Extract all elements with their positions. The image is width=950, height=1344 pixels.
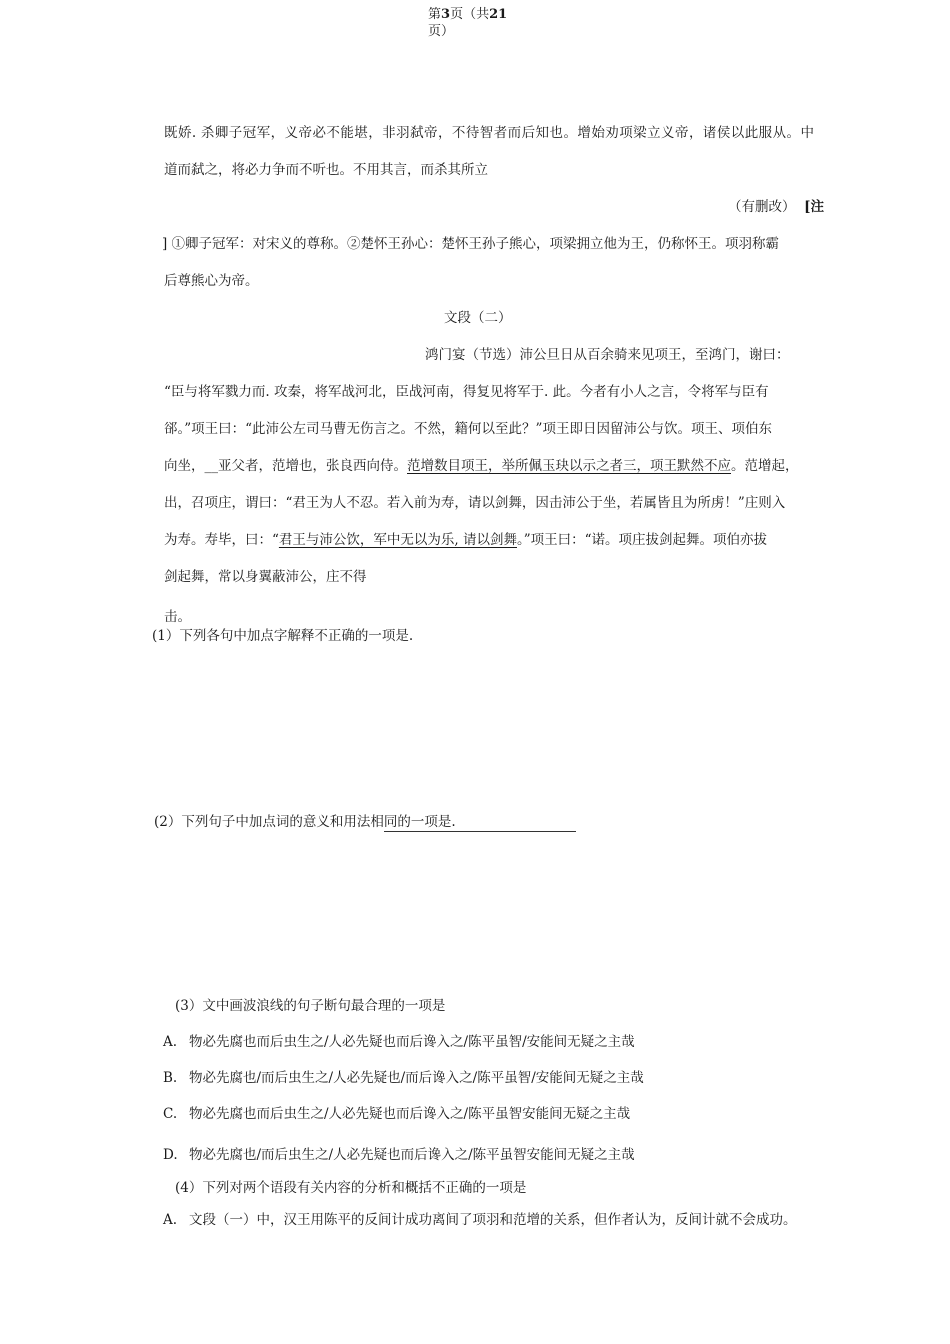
passage2-title: 文段（二） [444, 310, 512, 326]
header-prefix: 第 [428, 7, 442, 22]
annotation-line1: ] ①卿子冠军：对宋义的尊称。②楚怀王孙心：楚怀王孙子熊心，项梁拥立他为王，仍称怀王。项羽称霸 [162, 236, 780, 252]
passage2-line7: 剑起舞，常以身翼蔽沛公，庄不得 [164, 569, 367, 585]
option-letter: C. [163, 1106, 178, 1122]
header-total-pages: 21 [489, 7, 508, 22]
option-text: 物必先腐也而后虫生之/人必先疑也而后谗入之/陈平虽智安能间无疑之主哉 [189, 1106, 631, 1122]
question-4: (4）下列对两个语段有关内容的分析和概括不正确的一项是 [175, 1180, 527, 1196]
passage2-line5: 出，召项庄，谓曰：“君王为人不忍。若入前为寿，请以剑舞，因击沛公于坐，若属皆且为所虏！”庄则入 [164, 495, 786, 511]
option-text: 文段（一）中，汉王用陈平的反间计成功离间了项羽和范增的关系，但作者认为，反间计就不会成功。 [189, 1212, 797, 1228]
header-line2: 页） [428, 24, 455, 39]
question-1: (1）下列各句中加点字解释不正确的一项是. [152, 628, 414, 644]
source-note: （有删改） [728, 199, 796, 215]
q4-option-a [163, 1208, 797, 1228]
option-letter: A. [163, 1212, 178, 1228]
q3-option-a [163, 1030, 635, 1050]
passage2-line8: 击。 [164, 609, 191, 625]
passage2-line2: “臣与将军戮力而. 攻秦，将军战河北，臣战河南，得复见将军于. 此。今者有小人之言，令将军与臣有 [164, 384, 769, 400]
passage2-line6 [164, 528, 767, 548]
annotation-line2: 后尊熊心为帝。 [164, 273, 259, 289]
header-page-number: 3 [441, 7, 451, 22]
passage2-line3: 郤。”项王曰：“此沛公左司马曹无伤言之。不然，籍何以至此？”项王即日因留沛公与饮。项王、项伯东 [164, 421, 772, 437]
option-letter: B. [163, 1070, 178, 1086]
annotation-open: [注 [804, 199, 824, 215]
q3-option-d [163, 1143, 635, 1163]
header-mid: 页（共 [450, 7, 490, 22]
passage1-line2: 道而弑之，将必力争而不听也。不用其言，而杀其所立 [164, 162, 488, 178]
underlined-sentence-1: 范增数目项王，举所佩玉玦以示之者三，项王默然不应 [407, 458, 731, 474]
option-text: 物必先腐也而后虫生之/人必先疑也而后谗入之/陈平虽智/安能间无疑之主哉 [189, 1034, 635, 1050]
passage2-line4-start: 向坐，__亚父者，范增也，张良西向侍。 [164, 458, 407, 474]
passage2-line4-end: 。范增起， [731, 458, 799, 474]
option-text: 物必先腐也/而后虫生之/人必先疑也而后谗入之/陈平虽智安能间无疑之主哉 [189, 1147, 635, 1163]
option-letter: A. [163, 1034, 178, 1050]
option-letter: D. [163, 1147, 178, 1163]
passage2-line1: 鸿门宴（节选）沛公旦日从百余骑来见项王，至鸿门，谢曰： [425, 347, 790, 363]
question-2 [154, 810, 576, 832]
passage1-source-note [728, 195, 824, 215]
q3-option-c [163, 1102, 630, 1122]
passage2-line6-start: 为寿。寿毕，曰：“ [164, 532, 279, 548]
question-2-tail: 同的一项是. [383, 814, 456, 830]
page-header [428, 6, 507, 40]
underlined-sentence-2: 君王与沛公饮，军中无以为乐, 请以剑舞 [278, 532, 517, 548]
q3-option-b [163, 1066, 644, 1086]
option-text: 物必先腐也/而后虫生之/人必先疑也/而后谗入之/陈平虽智/安能间无疑之主哉 [189, 1070, 644, 1086]
passage1-line1: 既娇. 杀卿子冠军，义帝必不能堪，非羽弑帝，不待智者而后知也。增始劝项梁立义帝，诸侯以此服从。中 [164, 125, 814, 141]
question-2-text: (2）下列句子中加点词的意义和用法相 [154, 814, 384, 830]
question-3: (3）文中画波浪线的句子断句最合理的一项是 [175, 998, 446, 1014]
passage2-line4 [164, 454, 799, 474]
passage2-line6-end: 。”项王曰：“诺。项庄拔剑起舞。项伯亦拔 [517, 532, 768, 548]
